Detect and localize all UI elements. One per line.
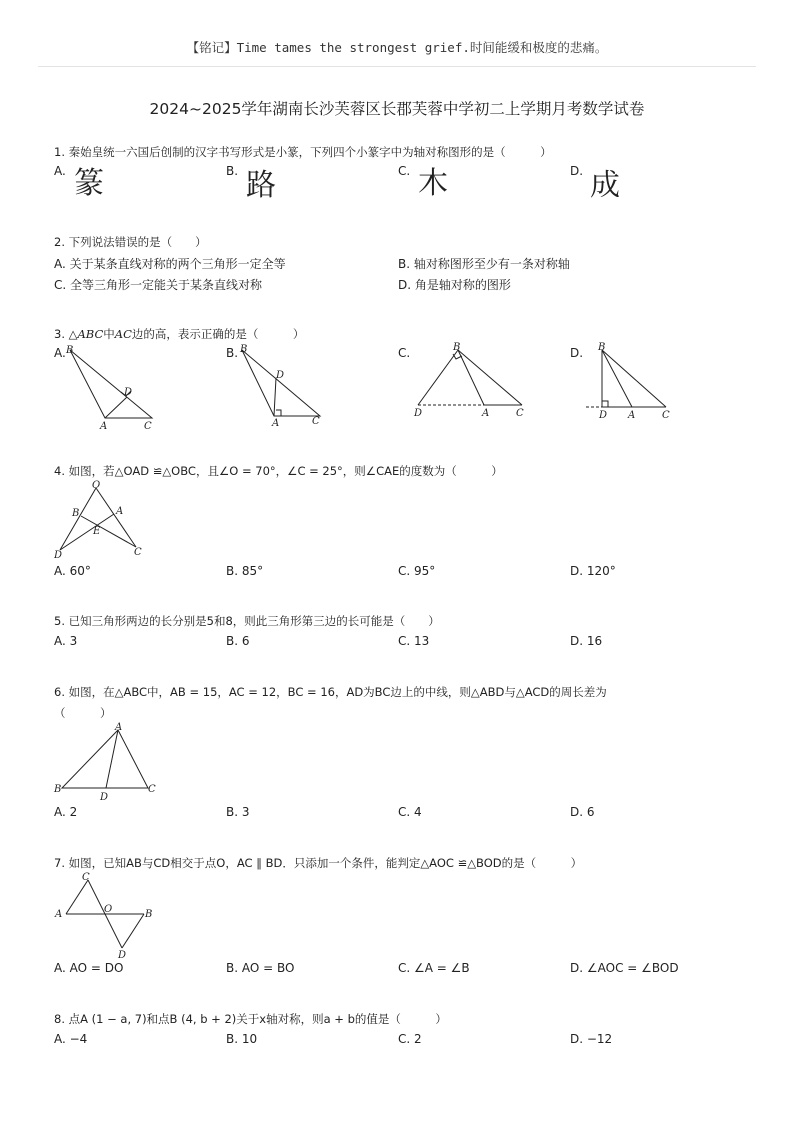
q3-stem-prefix: 3. △	[54, 327, 78, 341]
header-motto: 【铭记】Time tames the strongest grief.时间能缓和极度的悲痛。	[186, 40, 608, 55]
header-divider	[38, 66, 756, 67]
q4-label-b: B	[72, 508, 80, 519]
q3c-label-d: D	[414, 408, 423, 419]
q6-label-a: A	[115, 722, 123, 733]
q3c-label-c: C	[516, 408, 524, 419]
q3a-label-b: B	[66, 345, 74, 356]
q7-label-d: D	[118, 950, 127, 960]
q3-figure-a	[60, 340, 170, 432]
q2-option-a: A. 关于某条直线对称的两个三角形一定全等	[54, 257, 286, 271]
q7-option-b: B. AO = BO	[226, 961, 295, 975]
q5-option-c: C. 13	[398, 634, 430, 648]
q3-stem-side: AC	[114, 327, 132, 341]
q6-label-b: B	[54, 784, 62, 795]
q3d-label-d: D	[599, 410, 608, 421]
q1-seal-glyph-c: 木	[418, 166, 448, 201]
q4-option-d: D. 120°	[570, 564, 616, 578]
q2-option-c: C. 全等三角形一定能关于某条直线对称	[54, 278, 263, 292]
q6-option-b: B. 3	[226, 805, 250, 819]
q1-seal-glyph-b: 路	[246, 168, 276, 203]
q3-stem-mid: 中	[103, 327, 115, 341]
q6-figure	[52, 718, 162, 803]
q5-option-d: D. 16	[570, 634, 603, 648]
q7-figure	[52, 868, 162, 960]
q8-option-d: D. −12	[570, 1032, 613, 1046]
q3c-label-a: A	[482, 408, 490, 419]
q4-stem: 4. 如图，若△OAD ≌△OBC，且∠O = 70°，∠C = 25°，则∠CAE的度数为（ ）	[54, 464, 503, 478]
q6-option-a: A. 2	[54, 805, 78, 819]
q6-option-d: D. 6	[570, 805, 595, 819]
q2-option-d: D. 角是轴对称的图形	[398, 278, 511, 292]
q3-stem-suffix: 边的高，表示正确的是（ ）	[131, 327, 305, 341]
q4-figure	[54, 478, 149, 563]
q7-option-c: C. ∠A = ∠B	[398, 961, 470, 975]
q6-option-c: C. 4	[398, 805, 422, 819]
q1-seal-glyph-d: 成	[590, 168, 620, 203]
q7-label-c: C	[82, 872, 90, 883]
q3c-label-b: B	[453, 342, 461, 353]
q8-stem: 8. 点A (1 − a, 7)和点B (4, b + 2)关于x轴对称，则a + b的值是（ ）	[54, 1012, 447, 1026]
q3d-label-b: B	[598, 342, 606, 353]
q5-option-b: B. 6	[226, 634, 250, 648]
q1-option-b: B.	[226, 164, 239, 178]
q8-option-b: B. 10	[226, 1032, 258, 1046]
q2-option-b: B. 轴对称图形至少有一条对称轴	[398, 257, 570, 271]
q3-option-c: C.	[398, 346, 411, 360]
q7-label-o: O	[104, 904, 113, 915]
q3a-label-d: D	[124, 387, 133, 398]
q2-stem: 2. 下列说法错误的是（ ）	[54, 235, 207, 249]
q6-stem-cont: （ ）	[54, 706, 112, 720]
q3-stem-triangle: ABC	[77, 327, 104, 341]
q3-option-b: B.	[226, 346, 239, 360]
q3b-label-a: A	[272, 418, 280, 429]
q3a-label-c: C	[144, 421, 152, 432]
q3d-label-c: C	[662, 410, 670, 421]
q3d-label-a: A	[628, 410, 636, 421]
q7-label-a: A	[55, 909, 63, 920]
q3-figure-b	[236, 340, 336, 432]
q3b-label-b: B	[240, 344, 248, 355]
q3-figure-c	[408, 340, 538, 425]
q7-option-d: D. ∠AOC = ∠BOD	[570, 961, 679, 975]
q8-option-c: C. 2	[398, 1032, 422, 1046]
q3-figure-d	[582, 340, 682, 425]
q5-stem: 5. 已知三角形两边的长分别是5和8，则此三角形第三边的长可能是（ ）	[54, 614, 440, 628]
q3b-label-c: C	[312, 416, 320, 427]
q4-label-a: A	[116, 506, 124, 517]
exam-title: 2024~2025学年湖南长沙芙蓉区长郡芙蓉中学初二上学期月考数学试卷	[149, 100, 645, 118]
q4-label-o: O	[92, 480, 101, 491]
q4-label-e: E	[93, 526, 101, 537]
q4-label-d: D	[54, 550, 63, 561]
q4-option-a: A. 60°	[54, 564, 91, 578]
q8-option-a: A. −4	[54, 1032, 88, 1046]
q7-label-b: B	[145, 909, 153, 920]
q7-option-a: A. AO = DO	[54, 961, 124, 975]
q3-option-d: D.	[570, 346, 584, 360]
q1-seal-glyph-a: 篆	[74, 166, 104, 201]
q6-label-c: C	[148, 784, 156, 795]
q1-option-a: A.	[54, 164, 66, 178]
q1-option-d: D.	[570, 164, 584, 178]
q3a-label-a: A	[100, 421, 108, 432]
q6-stem: 6. 如图，在△ABC中，AB = 15，AC = 12，BC = 16，AD为BC边上的中线，则△ABD与△ACD的周长差为	[54, 685, 607, 699]
q4-option-c: C. 95°	[398, 564, 436, 578]
q6-label-d: D	[100, 792, 109, 803]
q7-stem: 7. 如图，已知AB与CD相交于点O，AC ∥ BD．只添加一个条件，能判定△AOC ≌△BOD的是（ ）	[54, 856, 583, 870]
q5-option-a: A. 3	[54, 634, 78, 648]
q4-label-c: C	[134, 547, 142, 558]
q4-option-b: B. 85°	[226, 564, 264, 578]
q1-option-c: C.	[398, 164, 411, 178]
q3-option-a: A.	[54, 346, 66, 360]
q3b-label-d: D	[276, 370, 285, 381]
q1-stem: 1. 秦始皇统一六国后创制的汉字书写形式是小篆，下列四个小篆字中为轴对称图形的是（ ）	[54, 145, 552, 159]
